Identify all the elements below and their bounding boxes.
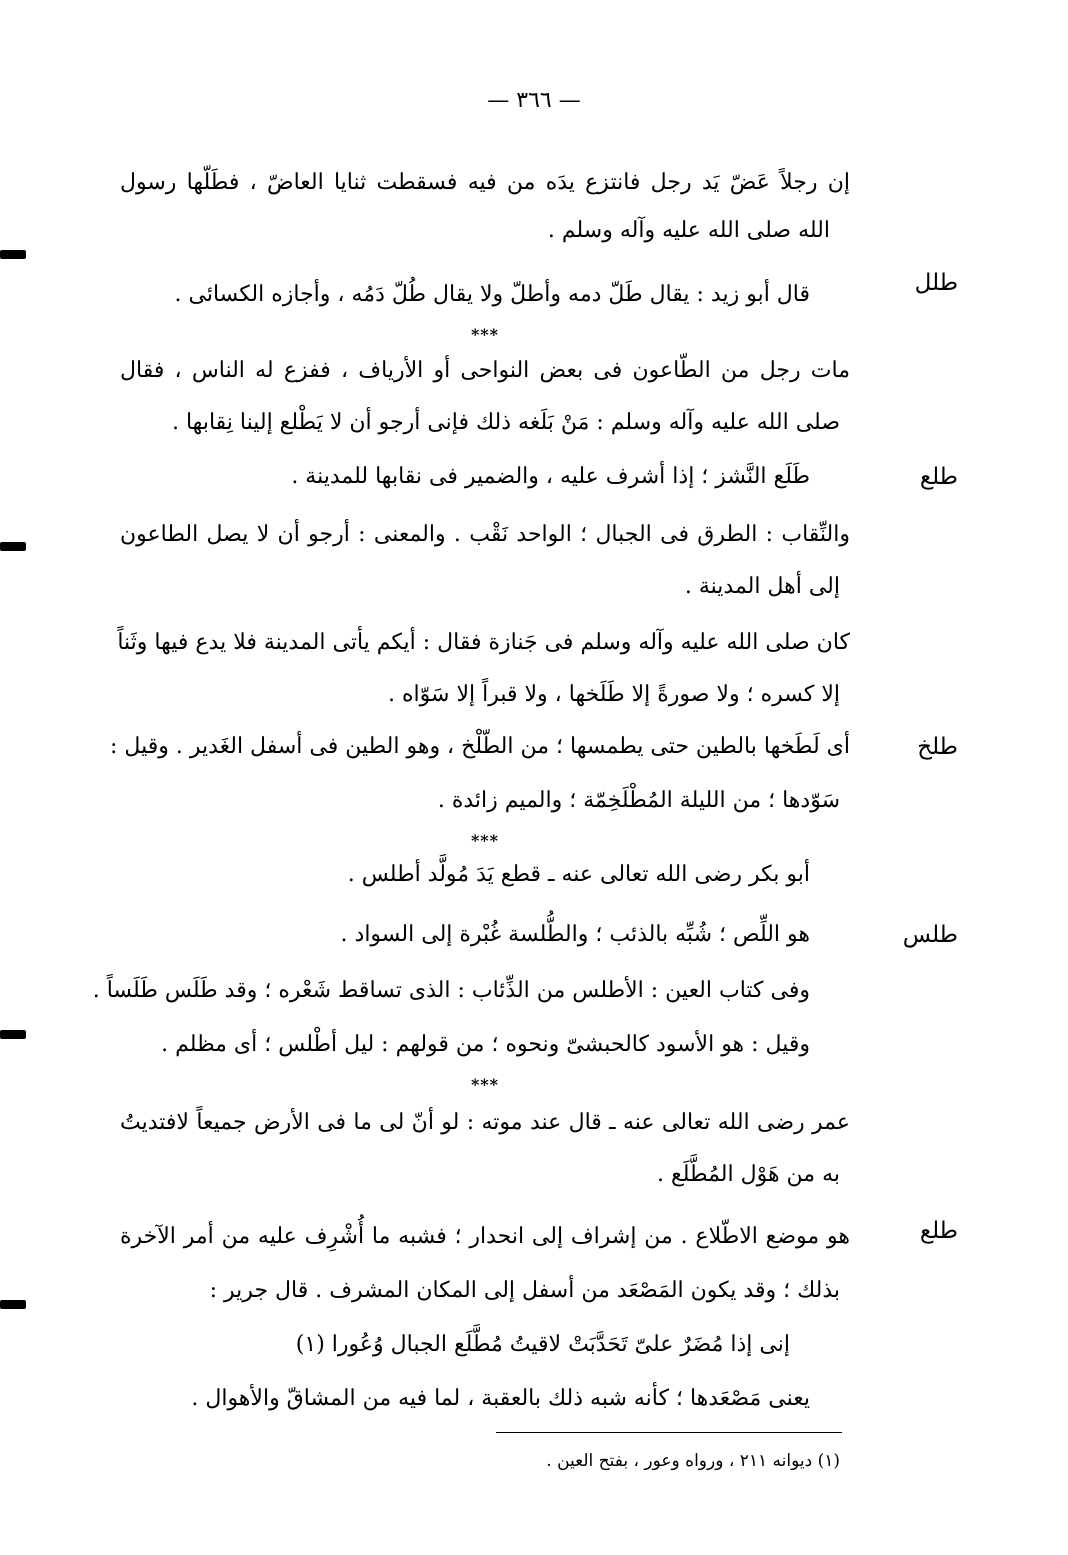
text-line: أبو بكر رضى الله تعالى عنه ـ قطع يَدَ مُولَّد أطلس .	[347, 862, 810, 887]
footnote-rule	[496, 1432, 842, 1433]
binding-mark	[0, 250, 26, 259]
text-line: وفى كتاب العين : الأطلس من الذِّئاب : الذى تساقط شَعْره ؛ وقد طَلَس طَلَساً .	[92, 978, 810, 1003]
margin-root-word: طلل	[914, 270, 958, 296]
binding-mark	[0, 542, 26, 551]
text-line: بذلك ؛ وقد يكون المَصْعَد من أسفل إلى المكان المشرف . قال جرير :	[209, 1278, 840, 1303]
text-line: وقيل : هو الأسود كالحبشىّ ونحوه ؛ من قولهم : ليل أطْلس ؛ أى مظلم .	[161, 1032, 810, 1057]
text-line: الله صلى الله عليه وآله وسلم .	[547, 218, 830, 243]
text-line: به من هَوْل المُطَّلَع .	[657, 1162, 840, 1187]
page-number: — ٣٦٦ —	[487, 88, 581, 113]
section-separator: ***	[470, 831, 500, 850]
text-line: إلى أهل المدينة .	[684, 574, 840, 599]
text-line: طَلَع النَّشز ؛ إذا أشرف عليه ، والضمير فى نقابها للمدينة .	[291, 464, 810, 489]
text-line: سَوّدها ؛ من الليلة المُطْلَخِمّة ؛ والميم زائدة .	[437, 788, 840, 813]
text-line: صلى الله عليه وآله وسلم : مَنْ بَلَغه ذلك فإنى أرجو أن لا يَطْلع إلينا نِقابها .	[171, 410, 840, 435]
text-line: إلا كسره ؛ ولا صورةً إلا طَلَخها ، ولا قبراً إلا سَوّاه .	[388, 682, 840, 707]
verse-line: إنى إذا مُضَرٌ علىّ تَحَدَّبَتْ لاقيتُ مُطَّلَع الجبال وُعُورا (١)	[295, 1332, 790, 1357]
text-line: أى لَطَخها بالطين حتى يطمسها ؛ من الطّلْخ ، وهو الطين فى أسفل الغَدير . وقيل :	[110, 734, 850, 759]
text-line: قال أبو زيد : يقال طَلّ دمه وأطلّ ولا يقال طُلّ دَمُه ، وأجازه الكسائى .	[174, 282, 810, 307]
binding-mark	[0, 1300, 26, 1309]
text-line: عمر رضى الله تعالى عنه ـ قال عند موته : لو أنّ لى ما فى الأرض جميعاً لافتديتُ	[120, 1110, 850, 1135]
footnote: (١) ديوانه ٢١١ ، ورواه وعور ، بفتح العين .	[546, 1451, 840, 1471]
margin-root-word: طلس	[902, 922, 958, 948]
text-line: هو اللِّص ؛ شُبِّه بالذئب ؛ والطُّلسة غُبْرة إلى السواد .	[340, 922, 810, 947]
margin-root-word: طلع	[919, 1218, 958, 1244]
margin-root-word: طلخ	[917, 734, 958, 760]
text-line: يعنى مَصْعَدها ؛ كأنه شبه ذلك بالعقبة ، لما فيه من المشاقّ والأهوال .	[191, 1386, 810, 1411]
text-line: إن رجلاً عَضّ يَد رجل فانتزع يدَه من فيه فسقطت ثنايا العاضّ ، فطَلّها رسول	[120, 170, 850, 195]
section-separator: ***	[470, 325, 500, 344]
margin-root-word: طلع	[919, 464, 958, 490]
text-line: والنِّقاب : الطرق فى الجبال ؛ الواحد نَقْب . والمعنى : أرجو أن لا يصل الطاعون	[120, 522, 850, 547]
text-line: هو موضع الاطّلاع . من إشراف إلى انحدار ؛ فشبه ما أُشْرِف عليه من أمر الآخرة	[120, 1224, 850, 1249]
binding-mark	[0, 1030, 26, 1039]
text-line: مات رجل من الطّاعون فى بعض النواحى أو الأرياف ، ففزع له الناس ، فقال	[120, 358, 850, 383]
section-separator: ***	[470, 1075, 500, 1094]
text-line: كان صلى الله عليه وآله وسلم فى جَنازة فقال : أيكم يأتى المدينة فلا يدع فيها وثَناً	[117, 630, 850, 655]
